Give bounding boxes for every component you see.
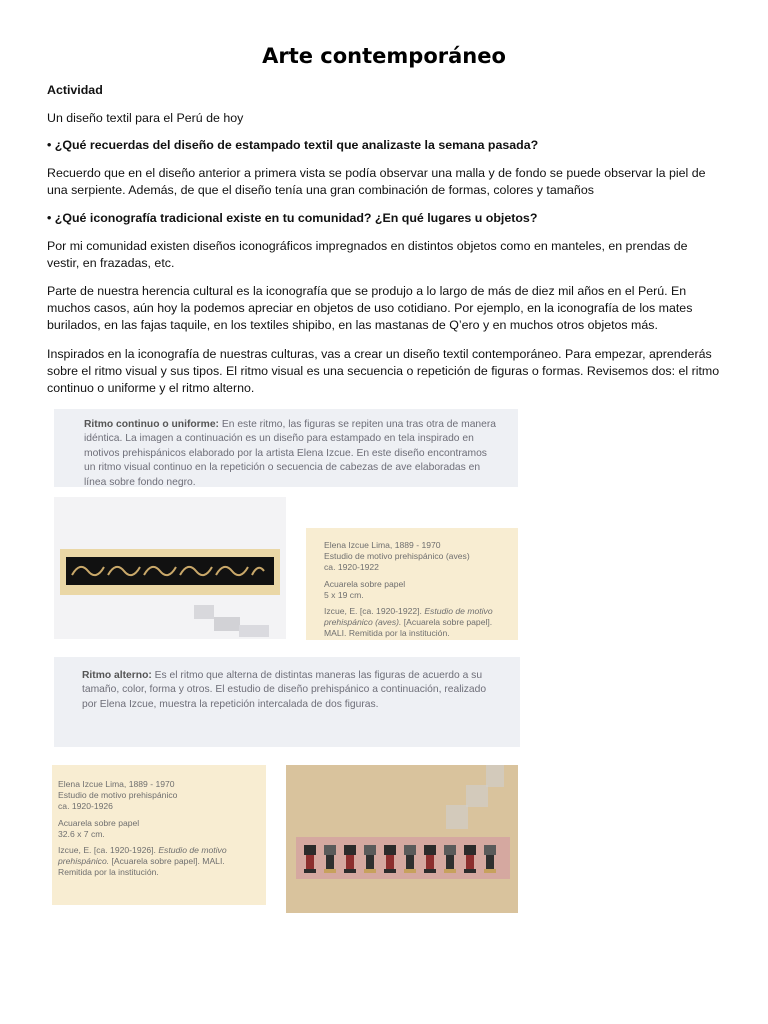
alternating-figure-strip	[286, 765, 518, 913]
alternating-rhythm-panel	[54, 657, 520, 747]
question-1: • ¿Qué recuerdas del diseño de estampado textil que analizaste la semana pasada?	[47, 138, 539, 152]
caption-medium: Acuarela sobre papel	[324, 578, 406, 589]
answer-1: Recuerdo que en el diseño anterior a primera vista se podía observar una malla y de fondo se puede observar la piel de una serpiente. Además, de que el diseño tenía una gran combinación de formas, colores y tamaños	[47, 166, 706, 197]
alternating-rhythm-heading: Ritmo alterno:	[82, 670, 152, 681]
subtitle: Un diseño textil para el Perú de hoy	[47, 111, 244, 125]
caption-medium: Acuarela sobre papel	[58, 817, 140, 828]
continuous-rhythm-panel	[54, 409, 518, 487]
alternating-rhythm-body: Es el ritmo que alterna de distintas maneras las figuras de acuerdo a su tamaño, color, forma y otros. El estudio de diseño prehispánico a continuación, realizado por Elena Izcue, muestra la repetición intercalada de dos figuras.	[82, 670, 487, 710]
alternating-rhythm-text	[82, 669, 500, 712]
paragraph-heritage: Parte de nuestra herencia cultural es la iconografía que se produjo a lo largo de más de diez mil años en el Perú. En muchos casos, aún hoy la podemos apreciar en objetos de uso cotidiano. Por ejemplo, en la iconografía de los mates burilados, en las fajas taquile, en los textiles shipibo, en las mastanas de Q’ero y en muchos otros objetos más.	[47, 284, 693, 332]
activity-label: Actividad	[47, 83, 103, 97]
bird-study-caption	[306, 528, 518, 640]
page-title: Arte contemporáneo	[262, 44, 506, 68]
figure-study-caption	[52, 765, 266, 905]
caption-work: Estudio de motivo prehispánico (aves)	[324, 551, 470, 562]
bird-head-strip	[54, 497, 286, 639]
caption-date: ca. 1920-1922	[324, 562, 379, 573]
continuous-rhythm-body: En este ritmo, las figuras se repiten una tras otra de manera idéntica. La imagen a continuación es un diseño para estampado en tela inspirado en motivos prehispánicos elaborado por la artista Elena Izcue. En este diseño encontramos un ritmo visual continuo en la repetición o secuencia de cabezas de ave elaboradas en línea sobre fondo negro.	[84, 419, 497, 488]
caption-size: 5 x 19 cm.	[324, 589, 364, 600]
figure-study-image	[286, 765, 518, 913]
continuous-rhythm-heading: Ritmo continuo o uniforme:	[84, 419, 219, 430]
caption-date: ca. 1920-1926	[58, 801, 113, 812]
paragraph-rhythm: Inspirados en la iconografía de nuestras culturas, vas a crear un diseño textil contemporáneo. Para empezar, aprenderás sobre el ritmo visual y sus tipos. El ritmo visual es una secuencia o repetición de figuras o formas. Revisemos dos: el ritmo continuo o uniforme y el ritmo alterno.	[47, 347, 720, 395]
caption-credit: Izcue, E. [ca. 1920-1922]. Estudio de motivo prehispánico (aves). [Acuarela sobre papel]. MALI. Remitida por la institución.	[324, 606, 493, 639]
caption-work: Estudio de motivo prehispánico	[58, 790, 178, 801]
caption-author: Elena Izcue Lima, 1889 - 1970	[58, 779, 175, 789]
caption-author: Elena Izcue Lima, 1889 - 1970	[324, 540, 441, 550]
continuous-rhythm-text	[84, 418, 499, 490]
caption-size: 32.6 x 7 cm.	[58, 828, 105, 839]
bird-study-image	[54, 497, 286, 639]
question-2: • ¿Qué iconografía tradicional existe en tu comunidad? ¿En qué lugares u objetos?	[47, 211, 538, 225]
answer-2: Por mi comunidad existen diseños iconográficos impregnados en distintos objetos como en manteles, en prendas de vestir, en frazadas, etc.	[47, 239, 688, 270]
caption-credit: Izcue, E. [ca. 1920-1926]. Estudio de motivo prehispánico. [Acuarela sobre papel]. MALI. Remitida por la institución.	[58, 845, 227, 878]
